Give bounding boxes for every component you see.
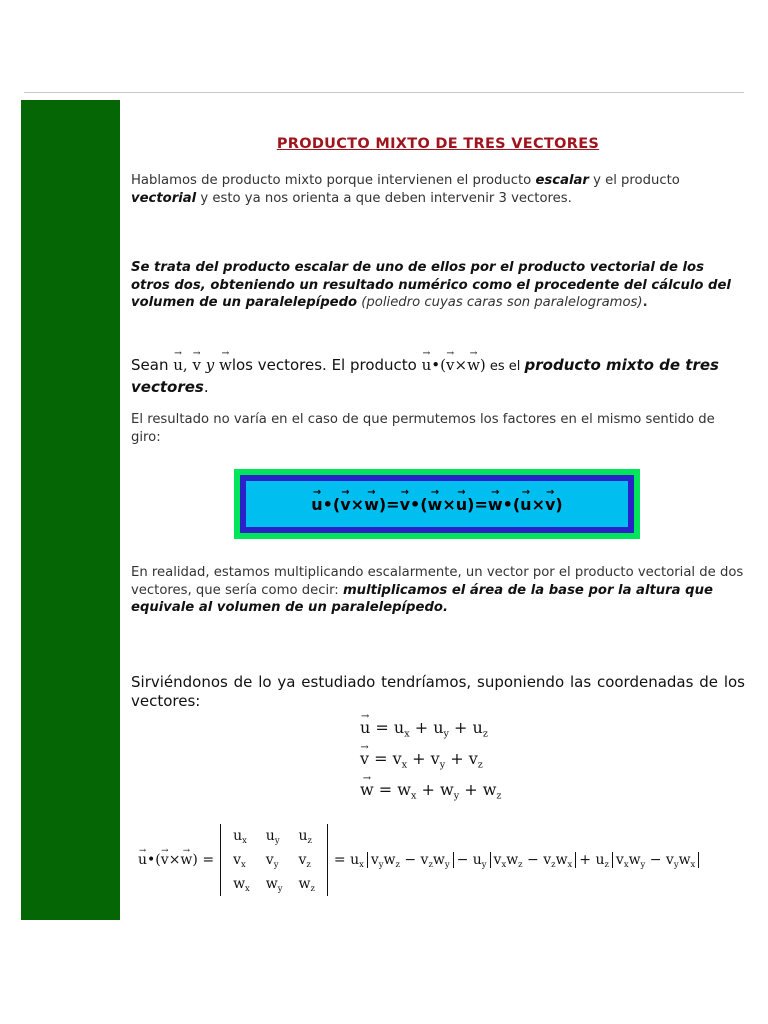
determinant-lhs: → u•(→ v×→ w) = [138, 852, 214, 868]
determinant-formula [138, 824, 702, 896]
vector-components [360, 718, 501, 811]
u-components: → $u = u_x + u_y + u_z$ [360, 718, 501, 749]
w-components: → $w = w_x + w_y + w_z$ [360, 780, 501, 811]
page-title: PRODUCTO MIXTO DE TRES VECTORES [276, 136, 600, 152]
result-paragraph: El resultado no varía en el caso de que permutemos los factores en el mismo sentido de giro: [131, 412, 715, 445]
intro-paragraph: Hablamos de producto mixto porque intervienen el producto escalar y el producto vectorial y esto ya nos orienta a que deben intervenir 3 vectores. [131, 173, 680, 206]
top-divider [24, 92, 744, 93]
determinant-expansion: = $u_x$ $v_yw_z - v_zw_y - u_y$ $v_xw_z - v_zw_x + u_z$ $v_xw_y - v_yw_x$ [334, 852, 702, 869]
determinant-matrix: $u_x$ $u_y$ $u_z$ $v_x$ $v_y$ $v_z$ $w_x$ $w_y$ $w_z$ [220, 824, 328, 896]
green-sidebar [21, 100, 120, 920]
mixed-product-expression: → u•(→ v×→ w) [422, 356, 486, 374]
sean-paragraph: Sean → u, → v y → wlos vectores. El producto → u•(→ v×→ w) es el producto mixto de tres vectores. [131, 355, 745, 397]
cyclic-permutation-formula: → u •( → v × → w )= → v •( → w × → u )= → w •( → u × → v ) [246, 481, 628, 527]
v-components: → $v = v_x + v_y + v_z$ [360, 749, 501, 780]
definition-paragraph: Se trata del producto escalar de uno de ellos por el producto vectorial de los otros dos, obteniendo un resultado numérico como el procedente del cálculo del volumen de un paralelepípedo (poliedro cuyas caras son paralelogramos). [131, 260, 731, 310]
vectors-uvw: → u, → v y → w [173, 356, 232, 374]
boxed-formula [234, 469, 640, 539]
coordinates-paragraph: Sirviéndonos de lo ya estudiado tendríamos, suponiendo las coordenadas de los vectores: [131, 673, 745, 710]
reality-paragraph: En realidad, estamos multiplicando escalarmente, un vector por el producto vectorial de dos vectores, que sería como decir: multiplicamos el área de la base por la altura que equivale al volumen de un paralelepípedo. [131, 565, 744, 615]
